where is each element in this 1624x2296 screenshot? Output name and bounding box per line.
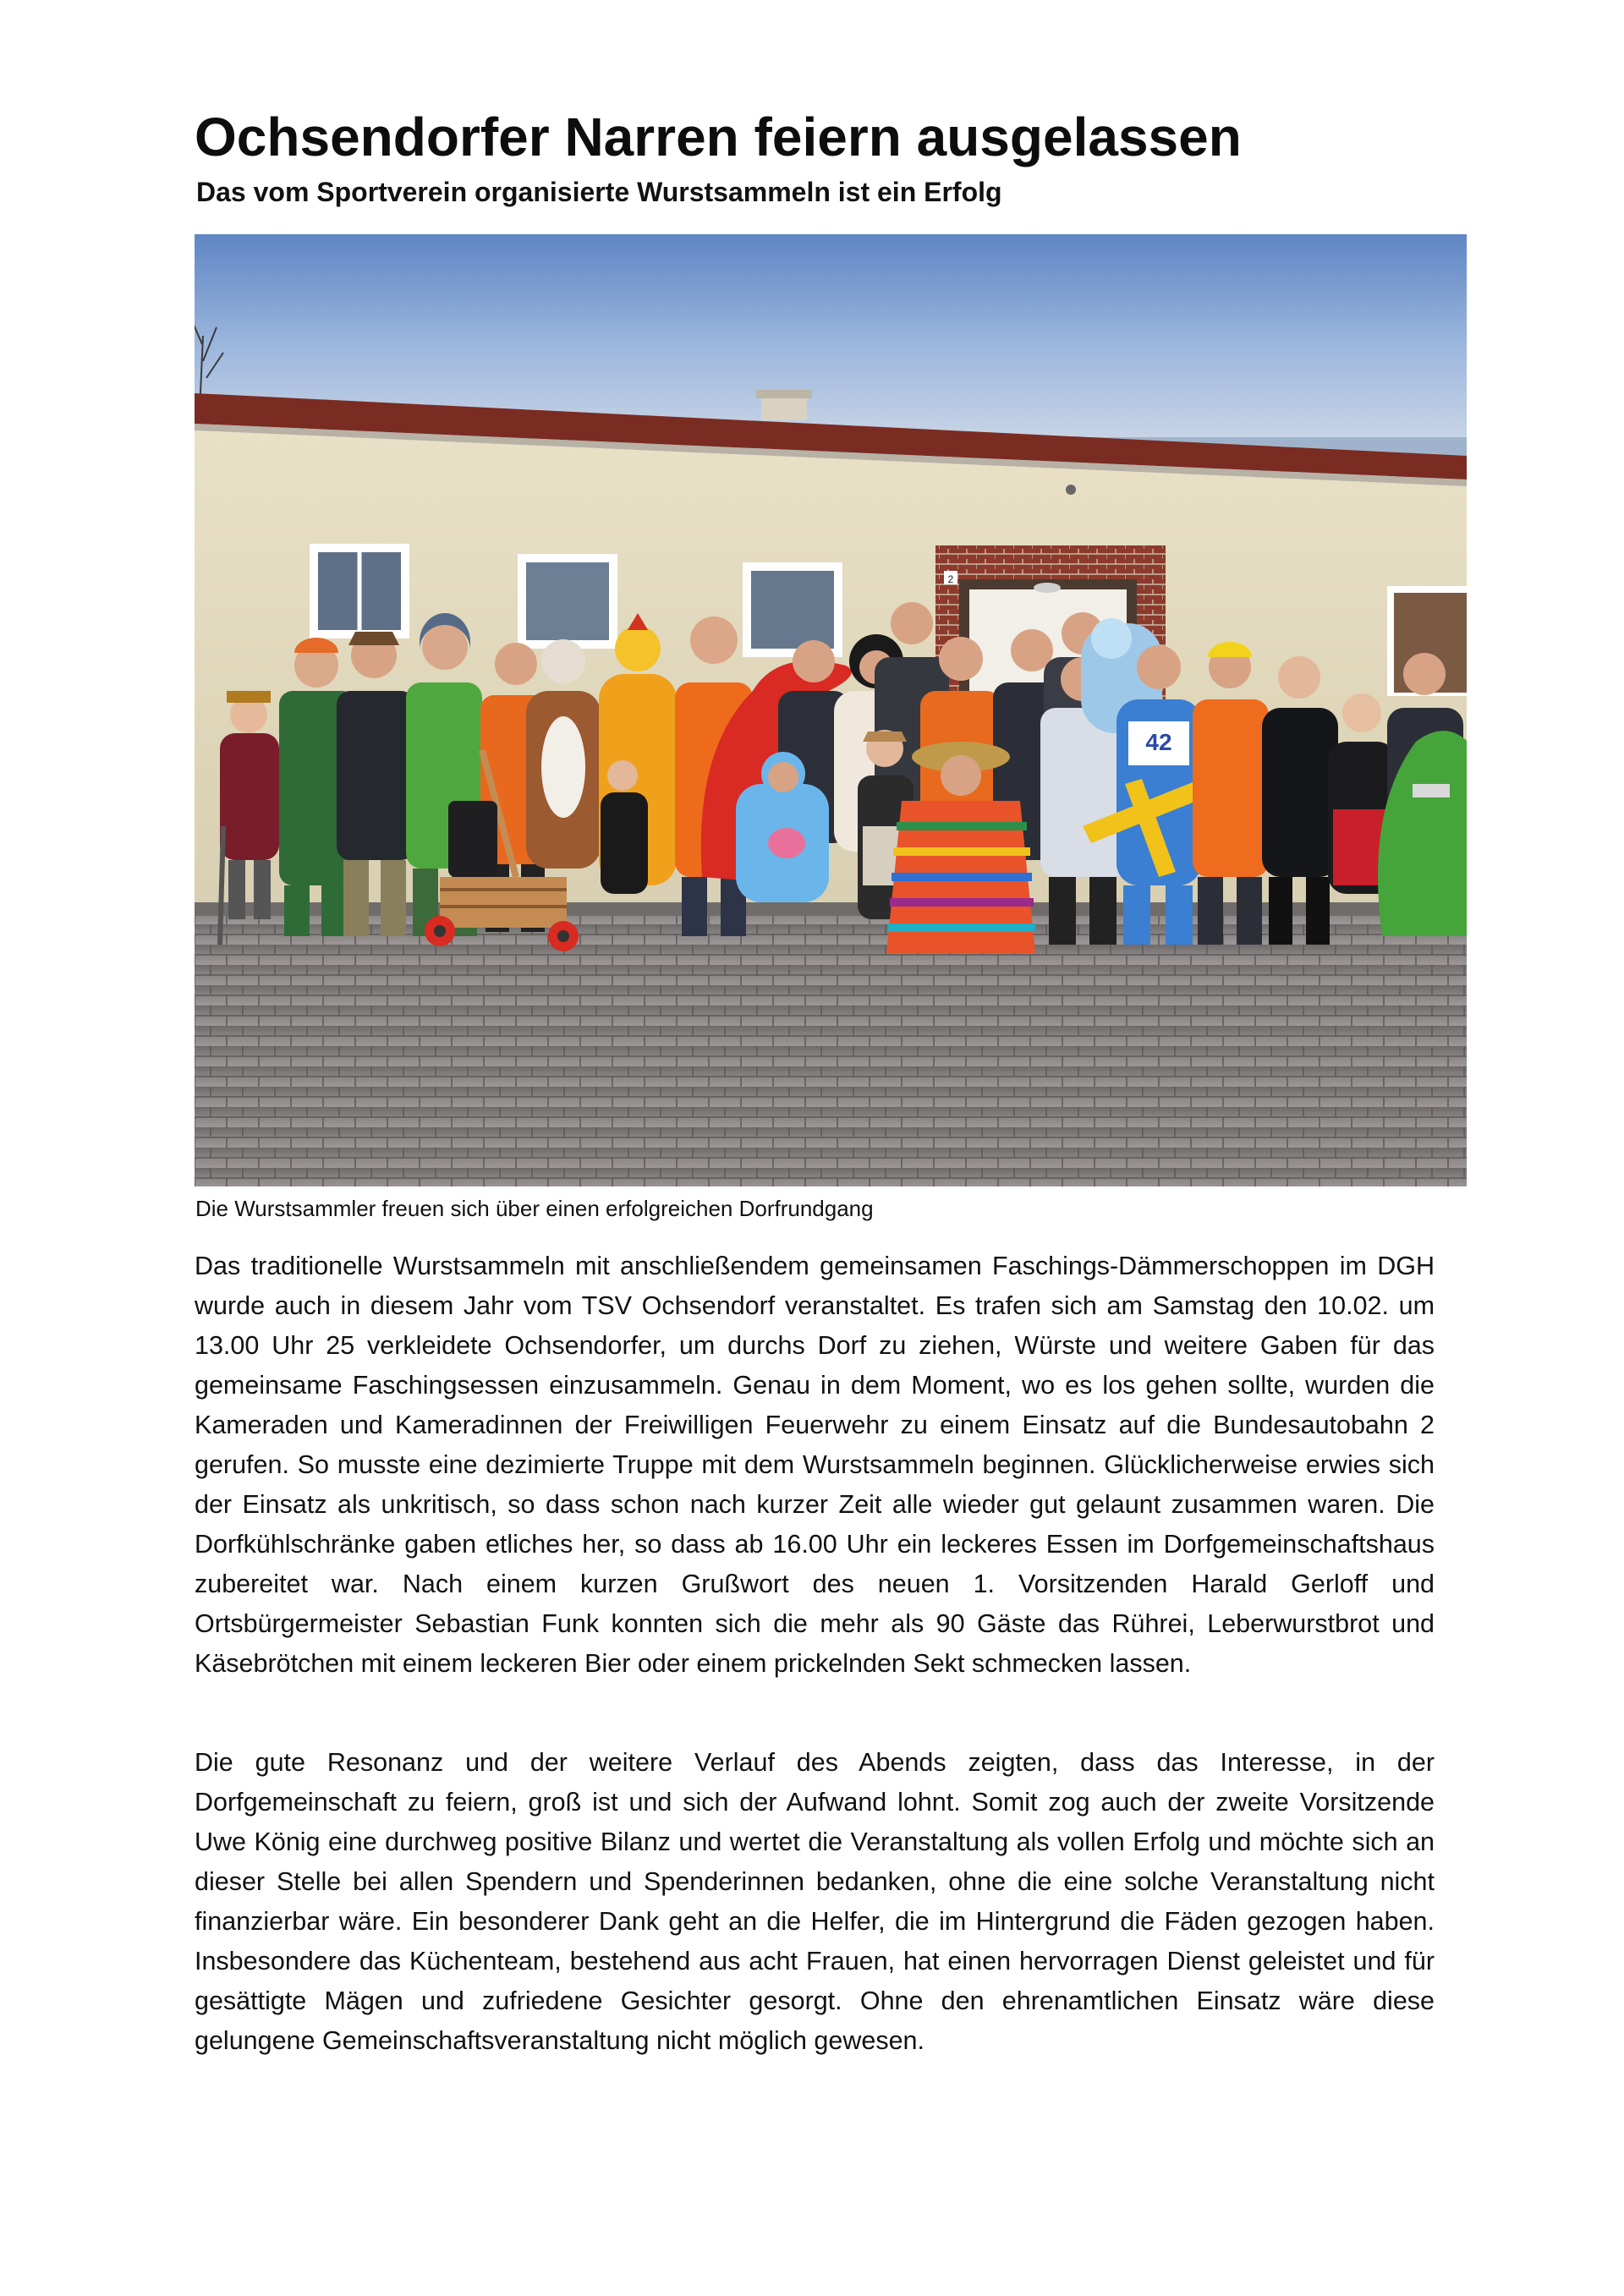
article-paragraph: Das traditionelle Wurstsammeln mit anschließendem gemeinsamen Faschings-Dämmerschoppen im DGH wurde auch in diesem Jahr vom TSV Ochsendorf veranstaltet. Es trafen sich am Samstag den 10.02. um 13.00 Uhr 25 verkleidete Ochsendorfer, um durchs Dorf zu ziehen, Würste und weitere Gaben für das gemeinsame Faschingsessen einzusammeln. Genau in dem Moment, wo es los gehen sollte, wurden die Kameraden und Kameradinnen der Freiwilligen Feuerwehr zu einem Einsatz auf die Bundesautobahn 2 gerufen. So musste eine dezimierte Truppe mit dem Wurstsammeln beginnen. Glücklicherweise erwies sich der Einsatz als unkritisch, so dass schon nach kurzer Zeit alle wieder gut gelaunt zusammen waren. Die Dorfkühlschränke gaben etliches her, so dass ab 16.00 Uhr ein leckeres Essen im Dorfgemeinschaftshaus zubereitet war. Nach einem kurzen Grußwort des neuen 1. Vorsitzenden Harald Gerloff und Ortsbürgermeister Sebastian Funk konnten sich die mehr als 90 Gäste das Rührei, Leberwurstbrot und Käsebrötchen mit einem leckeren Bier oder einem prickelnden Sekt schmecken lassen. <box>195 1252 1435 1678</box>
paved-ground <box>195 911 1467 1186</box>
group-photo <box>195 234 1467 1186</box>
article-subtitle: Das vom Sportverein organisierte Wurstsammeln ist ein Erfolg <box>196 177 1002 207</box>
door-number: 2 <box>947 573 954 585</box>
photo-caption: Die Wurstsammler freuen sich über einen erfolgreichen Dorfrundgang <box>195 1196 874 1221</box>
costume-number: 42 <box>1145 729 1172 755</box>
article-paragraph: Die gute Resonanz und der weitere Verlauf des Abends zeigten, dass das Interesse, in der Dorfgemeinschaft zu feiern, groß ist und sich der Aufwand lohnt. Somit zog auch der zweite Vorsitzende Uwe König eine durchweg positive Bilanz und wertet die Veranstaltung als vollen Erfolg und möchte sich an dieser Stelle bei allen Spendern und Spenderinnen bedanken, ohne die eine solche Veranstaltung nicht finanzierbar wäre. Ein besonderer Dank geht an die Helfer, die im Hintergrund die Fäden gezogen haben. Insbesondere das Küchenteam, bestehend aus acht Frauen, hat einen hervorragen Dienst geleistet und für gesättigte Mägen und zufriedene Gesichter gesorgt. Ohne den ehrenamtlichen Einsatz wäre diese gelungene Gemeinschaftsveranstaltung nicht möglich gewesen. <box>195 1748 1435 2055</box>
article-title: Ochsendorfer Narren feiern ausgelassen <box>195 107 1242 167</box>
